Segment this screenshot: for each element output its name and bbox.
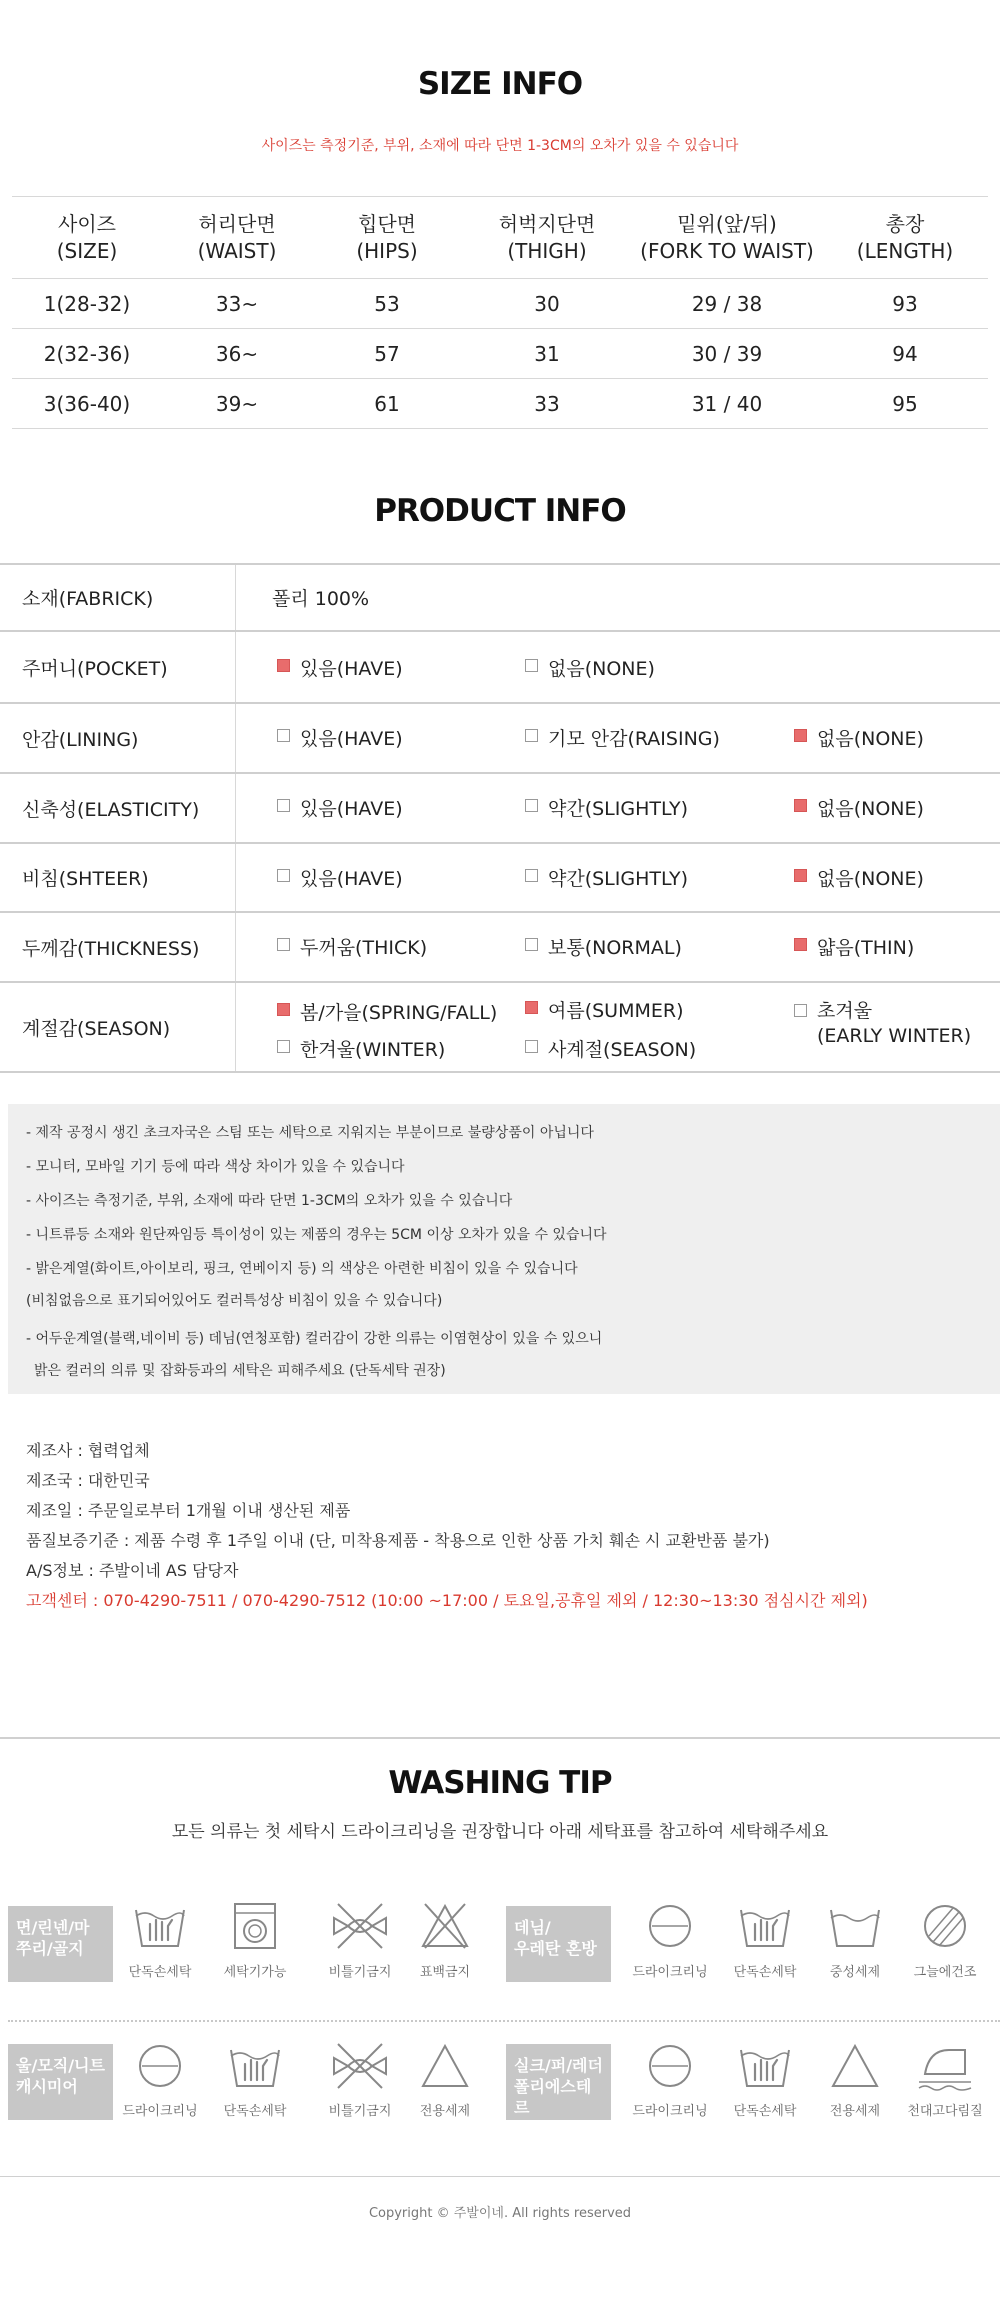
checkbox (525, 1040, 538, 1053)
cell-waist: 39~ (162, 379, 312, 429)
checkbox-checked (794, 799, 807, 812)
category-line: 울/모직/니트 (16, 2056, 105, 2075)
option-label: 약간(SLIGHTLY) (548, 798, 689, 820)
table-row (12, 329, 988, 379)
cell-hips: 53 (312, 279, 462, 329)
option-label: 사계절(SEASON) (548, 1039, 697, 1061)
cell-length: 93 (822, 279, 988, 329)
cell-size: 1(28-32) (12, 279, 162, 329)
dry-clean-icon (640, 1900, 700, 1952)
size-table-header (12, 197, 988, 279)
option-label: 기모 안감(RAISING) (548, 728, 720, 750)
cell-size: 2(32-36) (12, 329, 162, 379)
cell-thigh: 31 (462, 329, 632, 379)
category-line: 우레탄 혼방 (514, 1938, 597, 1958)
wash-label: 천대고다림질 (907, 2104, 983, 2119)
dotted-divider (8, 2020, 1000, 2022)
wash-label: 단독손세탁 (733, 1965, 797, 1980)
size-info-note: 사이즈는 측정기준, 부위, 소재에 따라 단면 1-3CM의 오차가 있을 수 있습니다 (261, 138, 739, 154)
checkbox-checked (794, 869, 807, 882)
checkbox-checked (794, 938, 807, 951)
option-elasticity-slightly[interactable] (525, 794, 688, 821)
no-wring-icon (330, 2040, 390, 2092)
cell-hips: 57 (312, 329, 462, 379)
option-lining-have[interactable] (277, 724, 403, 751)
product-info-title: PRODUCT INFO (374, 493, 626, 529)
label-season: 계절감(SEASON) (0, 983, 236, 1071)
wash-label: 비틀기금지 (328, 1965, 392, 1980)
special-detergent-icon (415, 2040, 475, 2092)
wash-label: 표백금지 (419, 1965, 471, 1980)
row-lining (0, 704, 1000, 774)
label-fabric: 소재(FABRICK) (0, 565, 236, 630)
row-pocket (0, 632, 1000, 704)
option-lining-raising[interactable] (525, 724, 720, 751)
option-pocket-none[interactable] (525, 654, 655, 681)
wash-label: 중성세제 (829, 1965, 881, 1980)
cell-length: 95 (822, 379, 988, 429)
cell-fork: 30 / 39 (632, 329, 822, 379)
option-pocket-have[interactable] (277, 654, 403, 681)
checkbox (525, 729, 538, 742)
wash-label: 세탁기가능 (223, 1965, 287, 1980)
cell-waist: 33~ (162, 279, 312, 329)
option-label: 있음(HAVE) (300, 658, 403, 680)
no-wring-icon (330, 1900, 390, 1952)
row-season (0, 983, 1000, 1073)
copyright: Copyright © 주발이네. All rights reserved (368, 2206, 632, 2221)
cell-length: 94 (822, 329, 988, 379)
option-sheer-none[interactable] (794, 864, 924, 891)
notice-line: - 사이즈는 측정기준, 부위, 소재에 따라 단면 1-3CM의 오차가 있을 수 있습니다 (26, 1193, 513, 1209)
value-fabric: 폴리 100% (272, 588, 370, 610)
option-thickness-thick[interactable] (277, 933, 427, 960)
header-fork-to-waist: 밑위(앞/뒤) (FORK TO WAIST) (632, 197, 822, 279)
option-label: 없음(NONE) (817, 798, 924, 820)
header-thigh: 허벅지단면 (THIGH) (462, 197, 632, 279)
wash-label: 드라이크리닝 (632, 2104, 708, 2119)
checkbox (277, 729, 290, 742)
washing-tip-subtitle: 모든 의류는 첫 세탁시 드라이크리닝을 권장합니다 아래 세탁표를 참고하여 세탁해주세요 (171, 1822, 829, 1842)
label-elasticity: 신축성(ELASTICITY) (0, 774, 236, 842)
cell-thigh: 33 (462, 379, 632, 429)
no-bleach-icon (415, 1900, 475, 1952)
maker-info-line: 품질보증기준 : 제품 수령 후 1주일 이내 (단, 미착용제품 - 착용으로 인한 상품 가치 훼손 시 교환반품 불가) (26, 1531, 770, 1550)
category-cotton-linen (8, 1906, 113, 1982)
option-label: 있음(HAVE) (300, 868, 403, 890)
checkbox (277, 799, 290, 812)
option-season-spring-fall[interactable] (277, 998, 497, 1025)
option-label: 보통(NORMAL) (548, 937, 682, 959)
notice-line: - 니트류등 소재와 원단짜임등 특이성이 있는 제품의 경우는 5CM 이상 오차가 있을 수 있습니다 (26, 1227, 607, 1243)
category-line: 면/린넨/마 (16, 1918, 90, 1937)
wash-label: 비틀기금지 (328, 2104, 392, 2119)
maker-info-line: 제조일 : 주문일로부터 1개월 이내 생산된 제품 (26, 1501, 351, 1520)
checkbox-checked (794, 729, 807, 742)
notice-box (8, 1104, 1000, 1394)
cell-thigh: 30 (462, 279, 632, 329)
option-elasticity-none[interactable] (794, 794, 924, 821)
notice-line: - 어두운계열(블랙,네이비 등) 데님(연청포함) 컬러감이 강한 의류는 이염현상이 있을 수 있으니 (26, 1331, 603, 1347)
size-table (12, 196, 988, 429)
option-season-winter[interactable] (277, 1035, 445, 1062)
option-season-summer[interactable] (525, 996, 684, 1023)
wash-label: 전용세제 (829, 2104, 881, 2119)
option-sheer-slightly[interactable] (525, 864, 688, 891)
wash-label: 전용세제 (419, 2104, 471, 2119)
hand-wash-icon (225, 2040, 285, 2092)
maker-info-line: A/S정보 : 주발이네 AS 담당자 (26, 1561, 239, 1580)
category-line: 쭈리/골지 (16, 1938, 84, 1958)
hand-wash-icon (735, 2040, 795, 2092)
option-lining-none[interactable] (794, 724, 924, 751)
header-hips: 힙단면 (HIPS) (312, 197, 462, 279)
divider (0, 1737, 1000, 1739)
checkbox (794, 1004, 807, 1017)
label-pocket: 주머니(POCKET) (0, 632, 236, 702)
checkbox (525, 938, 538, 951)
dry-clean-icon (130, 2040, 190, 2092)
maker-info-line: 제조국 : 대한민국 (26, 1471, 150, 1490)
wash-label: 단독손세탁 (733, 2104, 797, 2119)
category-denim (506, 1906, 611, 1982)
option-label: 두꺼움(THICK) (300, 937, 428, 959)
notice-line: - 모니터, 모바일 기기 등에 따라 색상 차이가 있을 수 있습니다 (26, 1159, 405, 1175)
product-info-table (0, 563, 1000, 1073)
option-label: 있음(HAVE) (300, 798, 403, 820)
checkbox (277, 869, 290, 882)
checkbox-checked (277, 659, 290, 672)
option-label: 없음(NONE) (817, 728, 924, 750)
checkbox (525, 659, 538, 672)
option-label: 있음(HAVE) (300, 728, 403, 750)
option-label: 없음(NONE) (548, 658, 655, 680)
label-thickness: 두께감(THICKNESS) (0, 913, 236, 981)
dry-clean-icon (640, 2040, 700, 2092)
row-elasticity (0, 774, 1000, 844)
option-label-sub: (EARLY WINTER) (817, 1024, 972, 1047)
iron-cloth-icon (915, 2040, 975, 2092)
washing-machine-icon (225, 1900, 285, 1952)
category-line: 캐시미어 (16, 2076, 78, 2096)
option-label: 봄/가을(SPRING/FALL) (300, 1002, 498, 1024)
table-row (12, 279, 988, 329)
wash-label: 단독손세탁 (223, 2104, 287, 2119)
checkbox (277, 1040, 290, 1053)
notice-line: 밝은 컬러의 의류 및 잡화등과의 세탁은 피해주세요 (단독세탁 권장) (34, 1363, 446, 1379)
special-detergent-icon (825, 2040, 885, 2092)
cell-hips: 61 (312, 379, 462, 429)
notice-line: (비침없음으로 표기되어있어도 컬러특성상 비침이 있을 수 있습니다) (26, 1293, 443, 1309)
cell-fork: 31 / 40 (632, 379, 822, 429)
category-line: 데님/ (514, 1918, 551, 1937)
label-sheer: 비침(SHTEER) (0, 844, 236, 911)
cell-size: 3(36-40) (12, 379, 162, 429)
wash-label: 드라이크리닝 (632, 1965, 708, 1980)
checkbox-checked (277, 1003, 290, 1016)
option-season-all[interactable] (525, 1035, 696, 1062)
row-thickness (0, 913, 1000, 983)
category-wool (8, 2044, 113, 2120)
wash-label: 그늘에건조 (913, 1965, 977, 1980)
checkbox-checked (525, 1001, 538, 1014)
option-label: 초겨울 (817, 1000, 873, 1022)
option-label: 얇음(THIN) (817, 937, 915, 959)
hand-wash-icon (735, 1900, 795, 1952)
neutral-detergent-icon (825, 1900, 885, 1952)
header-length: 총장 (LENGTH) (822, 197, 988, 279)
category-line: 실크/퍼/레더 (514, 2056, 603, 2075)
header-size: 사이즈 (SIZE) (12, 197, 162, 279)
notice-line: - 밝은계열(화이트,아이보리, 핑크, 연베이지 등) 의 색상은 아련한 비침이 있을 수 있습니다 (26, 1261, 578, 1277)
checkbox (525, 869, 538, 882)
row-fabric (0, 565, 1000, 632)
category-silk (506, 2044, 611, 2120)
washing-tip-title: WASHING TIP (388, 1765, 612, 1801)
option-label: 약간(SLIGHTLY) (548, 868, 689, 890)
option-season-early-winter[interactable] (794, 999, 971, 1048)
header-waist: 허리단면 (WAIST) (162, 197, 312, 279)
option-thickness-normal[interactable] (525, 933, 682, 960)
wash-label: 단독손세탁 (128, 1965, 192, 1980)
option-sheer-have[interactable] (277, 864, 403, 891)
notice-line: - 제작 공정시 생긴 초크자국은 스팀 또는 세탁으로 지워지는 부분이므로 불량상품이 아닙니다 (26, 1125, 594, 1141)
category-line: 폴리에스테르 (514, 2076, 592, 2117)
checkbox (525, 799, 538, 812)
row-sheer (0, 844, 1000, 913)
size-info-title: SIZE INFO (417, 66, 583, 102)
cell-fork: 29 / 38 (632, 279, 822, 329)
footer-divider (0, 2176, 1000, 2177)
shade-dry-icon (915, 1900, 975, 1952)
customer-center: 고객센터 : 070-4290-7511 / 070-4290-7512 (10:00 ~17:00 / 토요일,공휴일 제외 / 12:30~13:30 점심시간 제외) (26, 1591, 868, 1610)
table-row (12, 379, 988, 429)
checkbox (277, 938, 290, 951)
label-lining: 안감(LINING) (0, 704, 236, 772)
cell-waist: 36~ (162, 329, 312, 379)
maker-info-line: 제조사 : 협력업체 (26, 1441, 150, 1460)
option-elasticity-have[interactable] (277, 794, 403, 821)
hand-wash-icon (130, 1900, 190, 1952)
option-label: 여름(SUMMER) (548, 1000, 684, 1022)
option-label: 없음(NONE) (817, 868, 924, 890)
option-thickness-thin[interactable] (794, 933, 914, 960)
wash-label: 드라이크리닝 (122, 2104, 198, 2119)
option-label: 한겨울(WINTER) (300, 1039, 446, 1061)
